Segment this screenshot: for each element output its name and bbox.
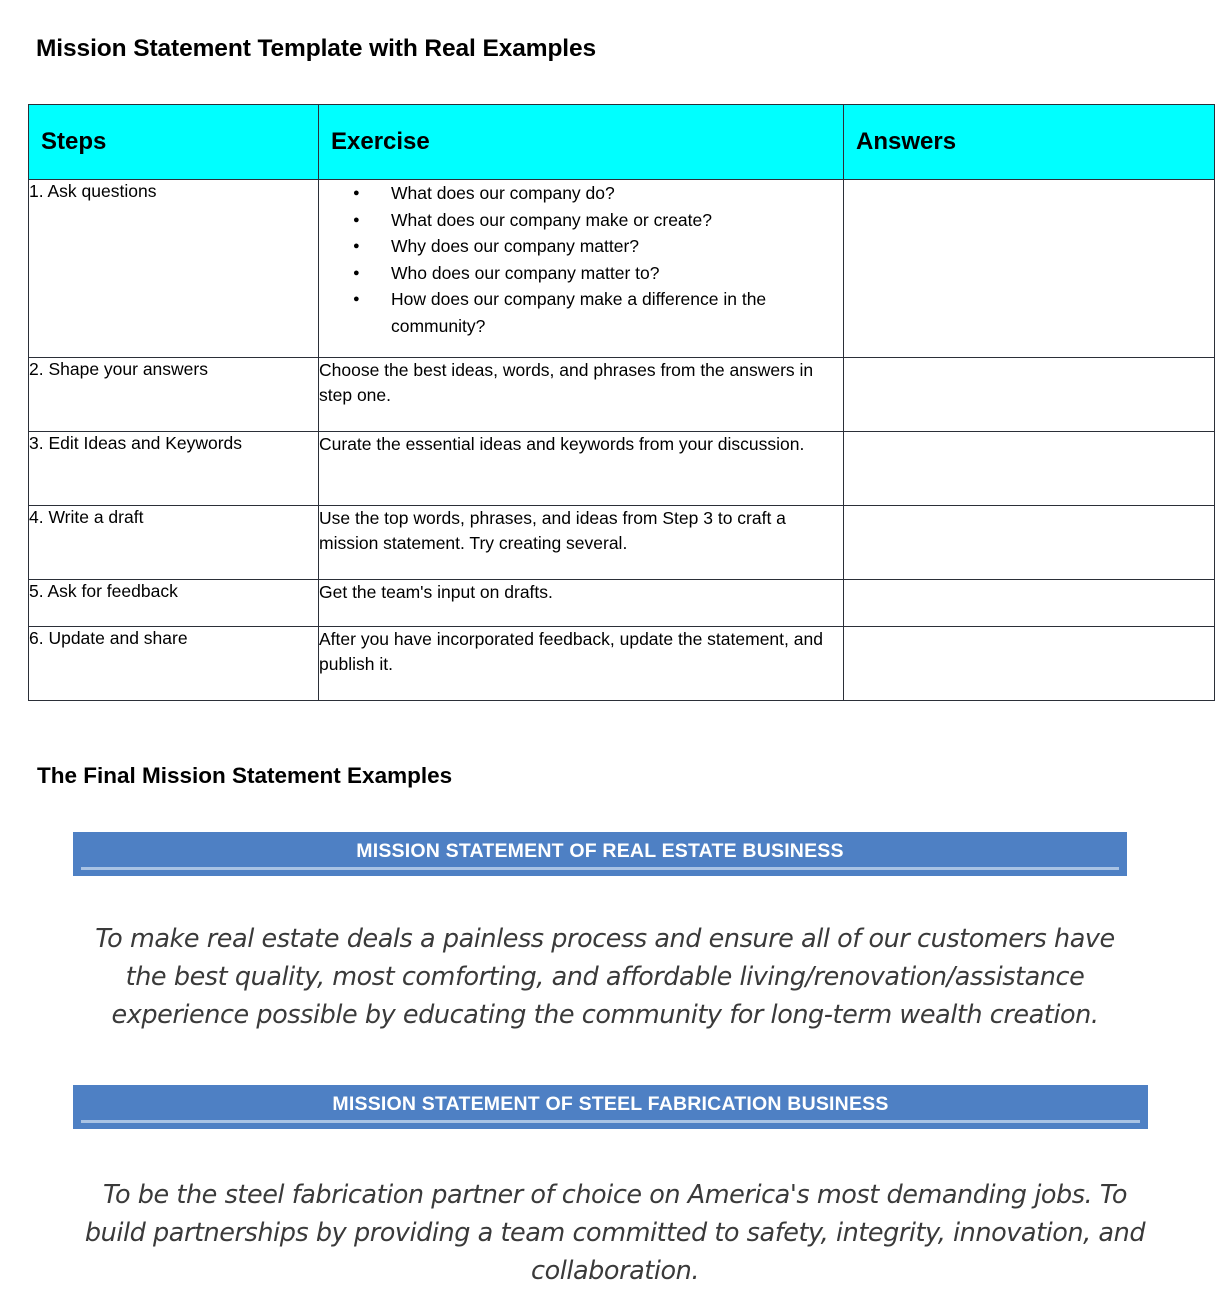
table-row bbox=[29, 627, 1215, 701]
step-label: 5. Ask for feedback bbox=[29, 580, 319, 627]
exercise-cell: Get the team's input on drafts. bbox=[319, 580, 844, 627]
answer-cell[interactable] bbox=[844, 180, 1215, 358]
table-row bbox=[29, 358, 1215, 432]
step-label: 2. Shape your answers bbox=[29, 358, 319, 432]
mission-steps-table bbox=[28, 104, 1215, 701]
mission-banner-real-estate bbox=[73, 832, 1127, 876]
table-row bbox=[29, 580, 1215, 627]
step-label: 3. Edit Ideas and Keywords bbox=[29, 432, 319, 506]
banner-label: MISSION STATEMENT OF STEEL FABRICATION BUSINESS bbox=[332, 1092, 889, 1115]
question-bullet-list bbox=[319, 180, 843, 339]
list-item: ● How does our company make a difference in the community? bbox=[319, 286, 843, 339]
exercise-cell: Curate the essential ideas and keywords from your discussion. bbox=[319, 432, 844, 506]
column-header-answers: Answers bbox=[844, 105, 1215, 180]
column-header-exercise: Exercise bbox=[319, 105, 844, 180]
answer-cell[interactable] bbox=[844, 358, 1215, 432]
table-row bbox=[29, 180, 1215, 358]
exercise-cell: Use the top words, phrases, and ideas from Step 3 to craft a mission statement. Try creating several. bbox=[319, 506, 844, 580]
mission-statement-steel-fabrication: To be the steel fabrication partner of choice on America's most demanding jobs. To build partnerships by providing a team committed to safety, integrity, innovation, and collaboration. bbox=[84, 1180, 1146, 1286]
table-row bbox=[29, 432, 1215, 506]
answer-cell[interactable] bbox=[844, 506, 1215, 580]
list-item: ● Why does our company matter? bbox=[319, 233, 843, 260]
banner-label: MISSION STATEMENT OF REAL ESTATE BUSINESS bbox=[356, 839, 844, 862]
list-item: ● Who does our company matter to? bbox=[319, 260, 843, 287]
table-row bbox=[29, 506, 1215, 580]
step-label: 4. Write a draft bbox=[29, 506, 319, 580]
column-header-steps: Steps bbox=[29, 105, 319, 180]
list-item: ● What does our company make or create? bbox=[319, 207, 843, 234]
answer-cell[interactable] bbox=[844, 432, 1215, 506]
exercise-cell: After you have incorporated feedback, update the statement, and publish it. bbox=[319, 627, 844, 701]
answer-cell[interactable] bbox=[844, 627, 1215, 701]
step-label: 6. Update and share bbox=[29, 627, 319, 701]
page-title: Mission Statement Template with Real Examples bbox=[36, 35, 597, 62]
exercise-cell: Choose the best ideas, words, and phrases from the answers in step one. bbox=[319, 358, 844, 432]
list-item: ● What does our company do? bbox=[319, 180, 843, 207]
mission-statement-real-estate: To make real estate deals a painless process and ensure all of our customers have the best quality, most comforting, and affordable living/renovation/assistance experience possible by educating the community for long-term wealth creation. bbox=[95, 924, 1115, 1030]
answer-cell[interactable] bbox=[844, 580, 1215, 627]
table-header-row bbox=[29, 105, 1215, 180]
step-label: 1. Ask questions bbox=[29, 180, 319, 358]
section-heading-examples: The Final Mission Statement Examples bbox=[37, 763, 453, 788]
mission-banner-steel-fabrication bbox=[73, 1085, 1148, 1129]
exercise-cell bbox=[319, 180, 844, 358]
